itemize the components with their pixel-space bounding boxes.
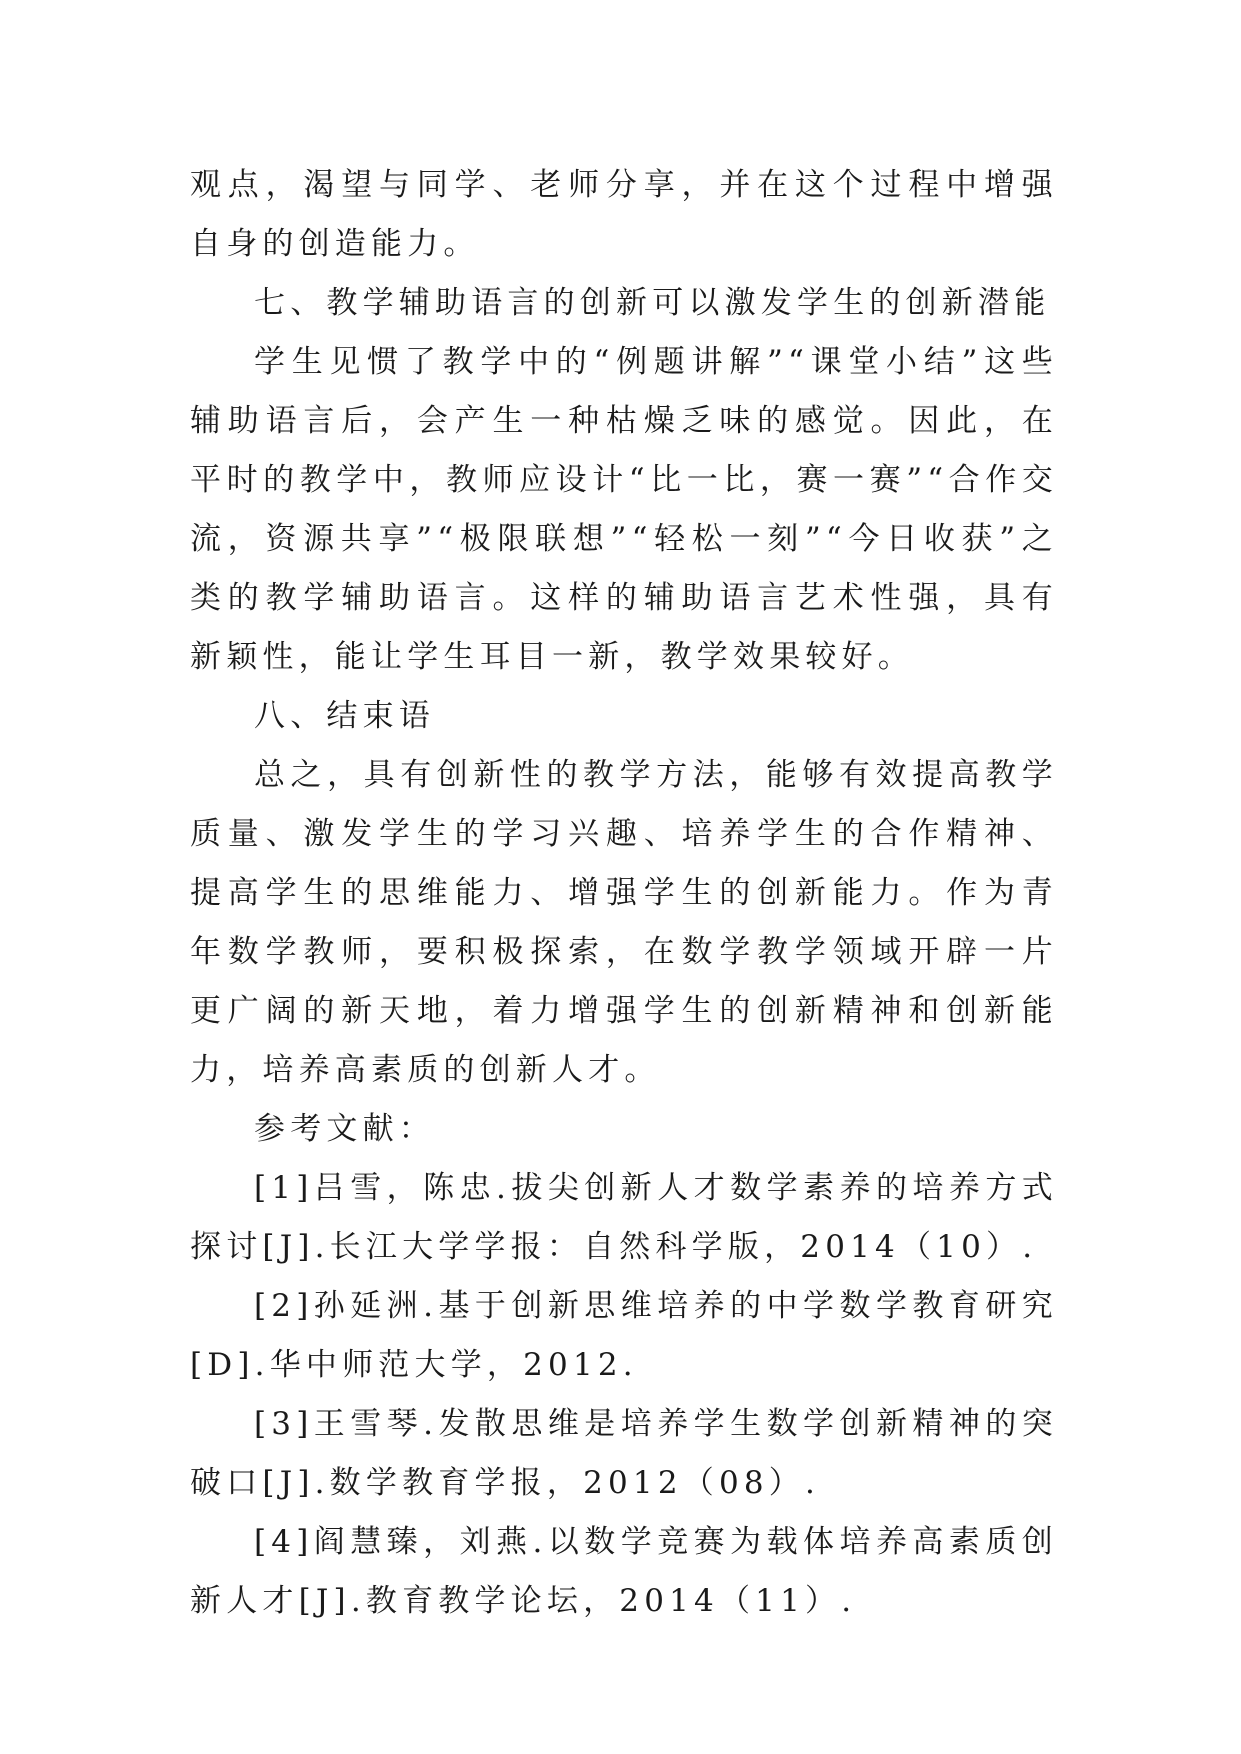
reference-item-1: [1]吕雪，陈忠.拔尖创新人才数学素养的培养方式探讨[J].长江大学学报：自然科学版，2014（10）. — [190, 1170, 1058, 1265]
document-body — [190, 156, 1058, 1631]
reference-item-4: [4]阎慧臻，刘燕.以数学竞赛为载体培养高素质创新人才[J].教育教学论坛，2014（11）. — [190, 1524, 1058, 1619]
paragraph-continuation: 观点，渴望与同学、老师分享，并在这个过程中增强自身的创造能力。 — [190, 167, 1058, 262]
reference-item-3: [3]王雪琴.发散思维是培养学生数学创新精神的突破口[J].数学教育学报，2012（08）. — [190, 1406, 1058, 1501]
section-heading-7: 七、教学辅助语言的创新可以激发学生的创新潜能 — [254, 285, 1051, 321]
references-heading: 参考文献： — [254, 1111, 435, 1147]
paragraph-conclusion: 总之，具有创新性的教学方法，能够有效提高教学质量、激发学生的学习兴趣、培养学生的合作精神、提高学生的思维能力、增强学生的创新能力。作为青年数学教师，要积极探索，在数学教学领域开辟一片更广阔的新天地，着力增强学生的创新精神和创新能力，培养高素质的创新人才。 — [190, 757, 1058, 1088]
paragraph-teaching-language: 学生见惯了教学中的“例题讲解”“课堂小结”这些辅助语言后，会产生一种枯燥乏味的感觉。因此，在平时的教学中，教师应设计“比一比，赛一赛”“合作交流，资源共享”“极限联想”“轻松一刻”“今日收获”之类的教学辅助语言。这样的辅助语言艺术性强，具有新颖性，能让学生耳目一新，教学效果较好。 — [190, 344, 1058, 675]
section-heading-8: 八、结束语 — [254, 698, 435, 734]
reference-item-2: [2]孙延洲.基于创新思维培养的中学数学教育研究[D].华中师范大学，2012. — [190, 1288, 1058, 1383]
